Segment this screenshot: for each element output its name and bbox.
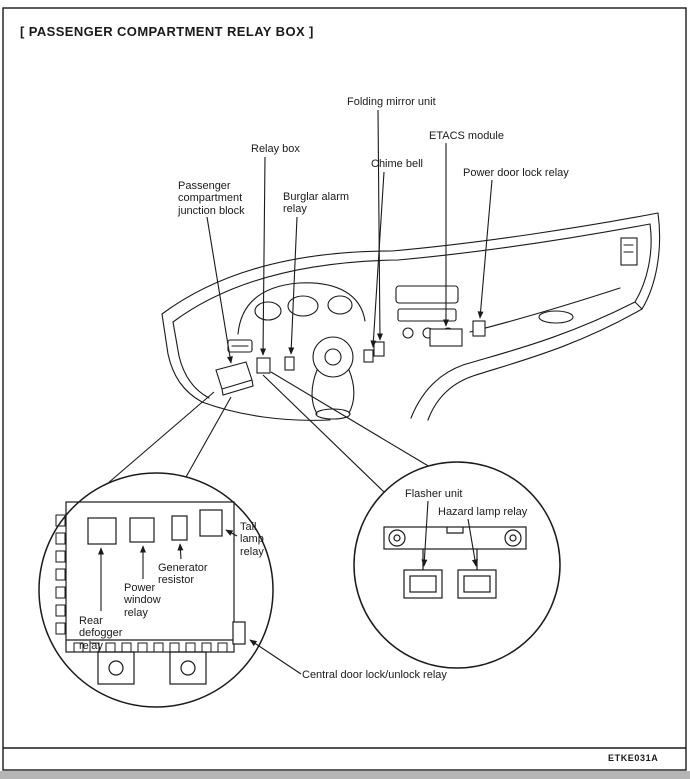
label-passenger-compartment-junction-block: Passenger compartment junction block xyxy=(178,180,245,217)
label-chime-bell: Chime bell xyxy=(371,158,423,170)
figure-code: ETKE031A xyxy=(608,753,659,763)
label-etacs-module: ETACS module xyxy=(429,130,504,142)
label-flasher-unit: Flasher unit xyxy=(405,488,463,500)
central-door-lock-relay-component xyxy=(233,622,245,644)
dashboard-drawing xyxy=(162,213,660,420)
label-central-door-lock-unlock-relay: Central door lock/unlock relay xyxy=(302,669,447,681)
dash-components xyxy=(216,321,485,395)
label-hazard-lamp-relay: Hazard lamp relay xyxy=(438,506,528,518)
page-edge-strip xyxy=(0,771,690,779)
etacs-module-component xyxy=(430,329,462,346)
label-power-window-relay: Power window relay xyxy=(124,582,161,619)
label-tail-lamp-relay: Tail lamp relay xyxy=(240,521,264,558)
label-burglar-alarm-relay: Burglar alarm relay xyxy=(283,191,350,216)
label-power-door-lock-relay: Power door lock relay xyxy=(463,167,569,179)
junction-block-component xyxy=(216,362,252,389)
label-generator-resistor: Generator resistor xyxy=(158,562,208,587)
power-door-lock-relay-component xyxy=(473,321,485,336)
burglar-alarm-relay-component xyxy=(285,357,294,370)
leader-arrows xyxy=(207,110,492,363)
chime-bell-component xyxy=(364,350,373,362)
folding-mirror-unit-component xyxy=(374,342,384,356)
label-relay-box: Relay box xyxy=(251,143,300,155)
relay-box-component xyxy=(257,358,270,373)
label-folding-mirror-unit: Folding mirror unit xyxy=(347,96,436,108)
page-title: [ PASSENGER COMPARTMENT RELAY BOX ] xyxy=(20,24,314,39)
label-rear-defogger-relay: Rear defogger relay xyxy=(79,615,123,652)
